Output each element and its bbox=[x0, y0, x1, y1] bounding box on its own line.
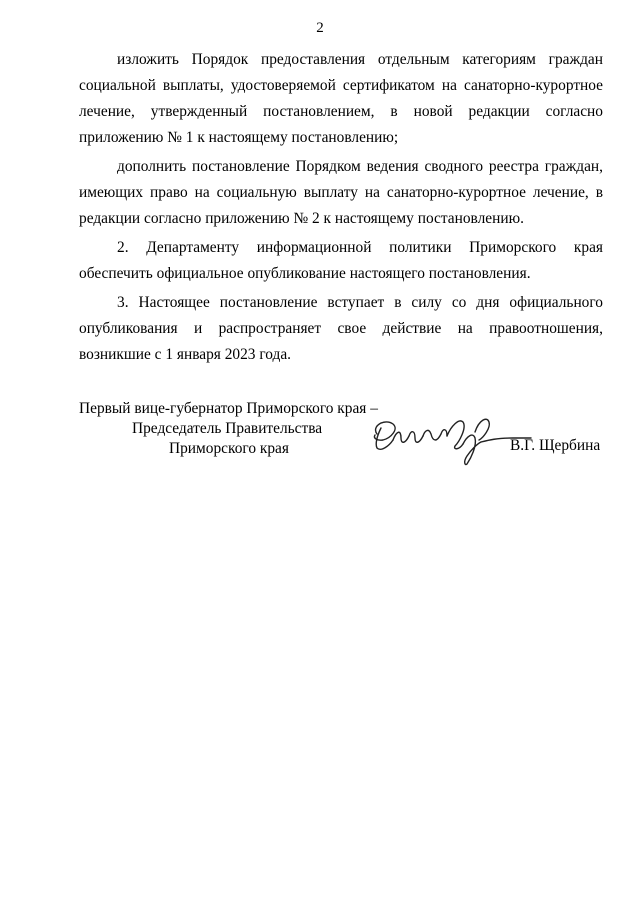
signatory-title-line3: Приморского края bbox=[169, 440, 289, 457]
signatory-title-line1: Первый вице-губернатор Приморского края – bbox=[79, 400, 378, 417]
signatory-name: В.Г. Щербина bbox=[510, 437, 601, 454]
paragraph: 2. Департаменту информационной политики Приморского края обеспечить официальное опубликование настоящего постановления. bbox=[79, 239, 603, 282]
signatory-title-line2: Председатель Правительства bbox=[132, 420, 323, 437]
paragraph: изложить Порядок предоставления отдельным категориям граждан социальной выплаты, удостоверяемой сертификатом на санаторно-курортное лечение, утвержденный постановлением, в новой редакции согласно приложению № 1 к настоящему постановлению; bbox=[79, 51, 603, 146]
page-number: 2 bbox=[316, 20, 324, 36]
paragraph: 3. Настоящее постановление вступает в силу со дня официального опубликования и распространяет свое действие на правоотношения, возникшие с 1 января 2023 года. bbox=[79, 294, 603, 363]
document-body bbox=[79, 47, 603, 368]
handwritten-signature-icon bbox=[363, 408, 533, 468]
paragraph: дополнить постановление Порядком ведения сводного реестра граждан, имеющих право на социальную выплату на санаторно-курортное лечение, в редакции согласно приложению № 2 к настоящему постановлению. bbox=[79, 158, 603, 227]
